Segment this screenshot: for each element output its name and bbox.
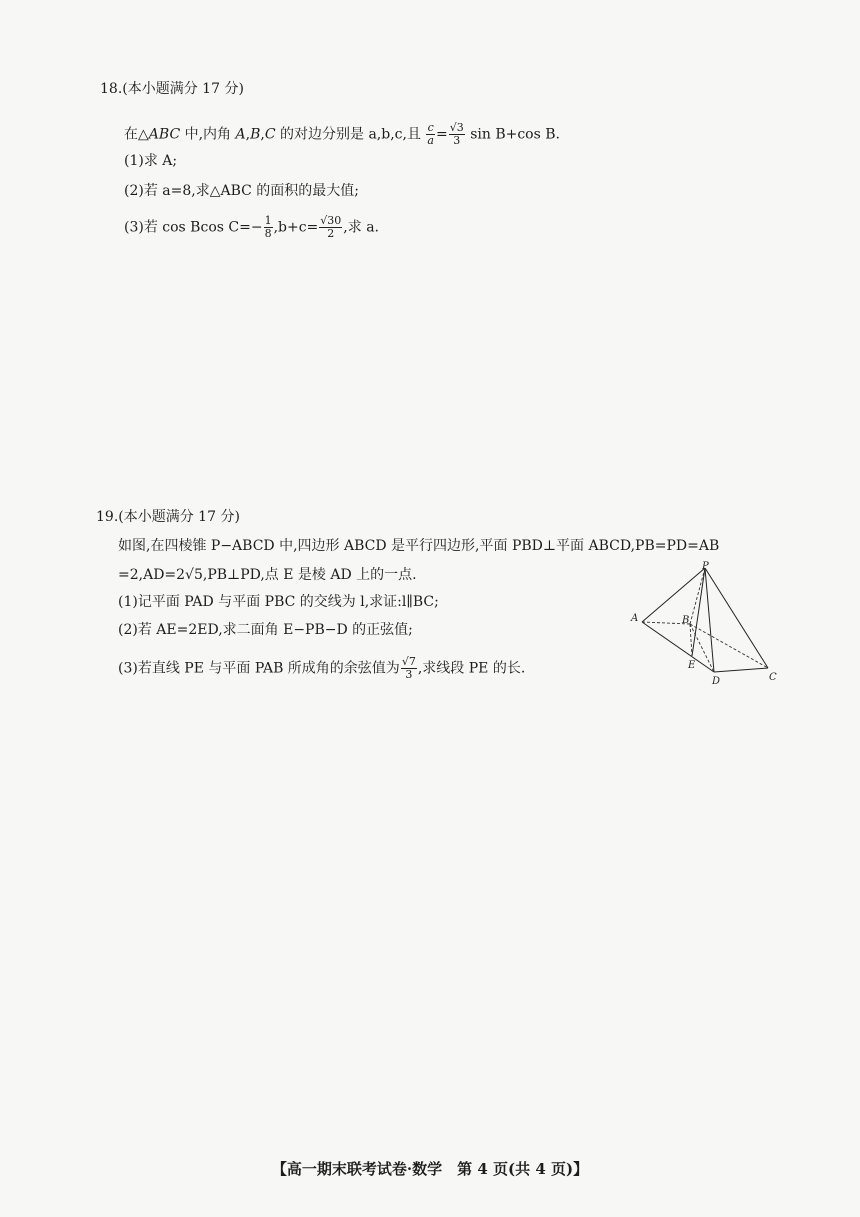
label-p: P [702,561,709,572]
q18-frac-1-over-8 [264,215,273,240]
q18-frac-sqrt3-over-3 [449,122,465,147]
q18-stem-tail: 的对边分别是 a,b,c,且 [275,126,421,143]
q18-header: 18.(本小题满分 17 分) [100,81,244,97]
q19-part1: (1)记平面 PAD 与平面 PBC 的交线为 l,求证:l∥BC; [118,594,439,610]
edge-pa [642,568,705,622]
q18-frac-c-over-a [426,122,435,147]
edge-ad [642,622,714,672]
q18-stem-lead: 在△ [124,126,149,143]
label-a: A [631,613,639,624]
q18-stem-mid: 中,内角 [180,126,236,143]
frac-den: 2 [327,227,335,240]
q18-comma2: , [260,126,265,143]
q19-part2: (2)若 AE=2ED,求二面角 E−PB−D 的正弦值; [118,622,413,638]
edge-be [690,624,692,656]
q18-comma1: , [245,126,251,143]
equals-sign: = [435,126,448,143]
page-footer: 【高一期末联考试卷·数学 第 4 页(共 4 页)】 [271,1160,589,1178]
q18-part2: (2)若 a=8,求△ABC 的面积的最大值; [124,183,360,199]
q18-stem-end: sin B+cos B. [470,126,560,143]
q18-part3-lead: (3)若 cos Bcos C=− [124,219,263,236]
edge-pe [692,568,705,656]
frac-num: c [427,121,434,134]
frac-num: √3 [449,121,464,134]
q19-part3-end: ,求线段 PE 的长. [417,660,526,677]
q18-part3-mid: ,b+c= [273,219,319,236]
q19-part3-lead: (3)若直线 PE 与平面 PAB 所成角的余弦值为 [118,660,400,677]
frac-num: √30 [320,214,342,227]
q19-frac-sqrt7-over-3 [401,656,417,681]
q18-stem-c: C [264,126,276,143]
q18-frac-sqrt30-over-2 [319,215,342,240]
frac-den: a [427,134,434,147]
pyramid-figure [628,560,788,685]
label-e: E [688,660,696,671]
label-c: C [769,672,777,683]
edge-pc [705,568,768,668]
q18-part3-end: ,求 a. [343,219,379,236]
frac-den: 8 [264,227,272,240]
edge-dc [714,668,768,672]
edge-bc [690,624,768,668]
q19-part3 [118,656,525,681]
frac-den: 3 [405,668,413,681]
q18-part1: (1)求 A; [124,153,178,169]
q19-line2: =2,AD=2√5,PB⊥PD,点 E 是棱 AD 上的一点. [118,567,417,583]
q19-header: 19.(本小题满分 17 分) [96,509,240,525]
label-b: B [682,615,690,626]
frac-num: 1 [264,214,272,227]
label-d: D [712,676,721,685]
q19-line1: 如图,在四棱锥 P−ABCD 中,四边形 ABCD 是平行四边形,平面 PBD⊥平面 ABCD,PB=PD=AB [118,538,720,554]
q18-stem-abc: ABC [148,126,181,143]
q18-stem-b: B [250,126,261,143]
frac-den: 3 [453,134,461,147]
q18-stem-a: A [235,126,246,143]
q18-part3 [124,215,379,240]
frac-num: √7 [401,655,416,668]
q18-stem [124,122,560,147]
